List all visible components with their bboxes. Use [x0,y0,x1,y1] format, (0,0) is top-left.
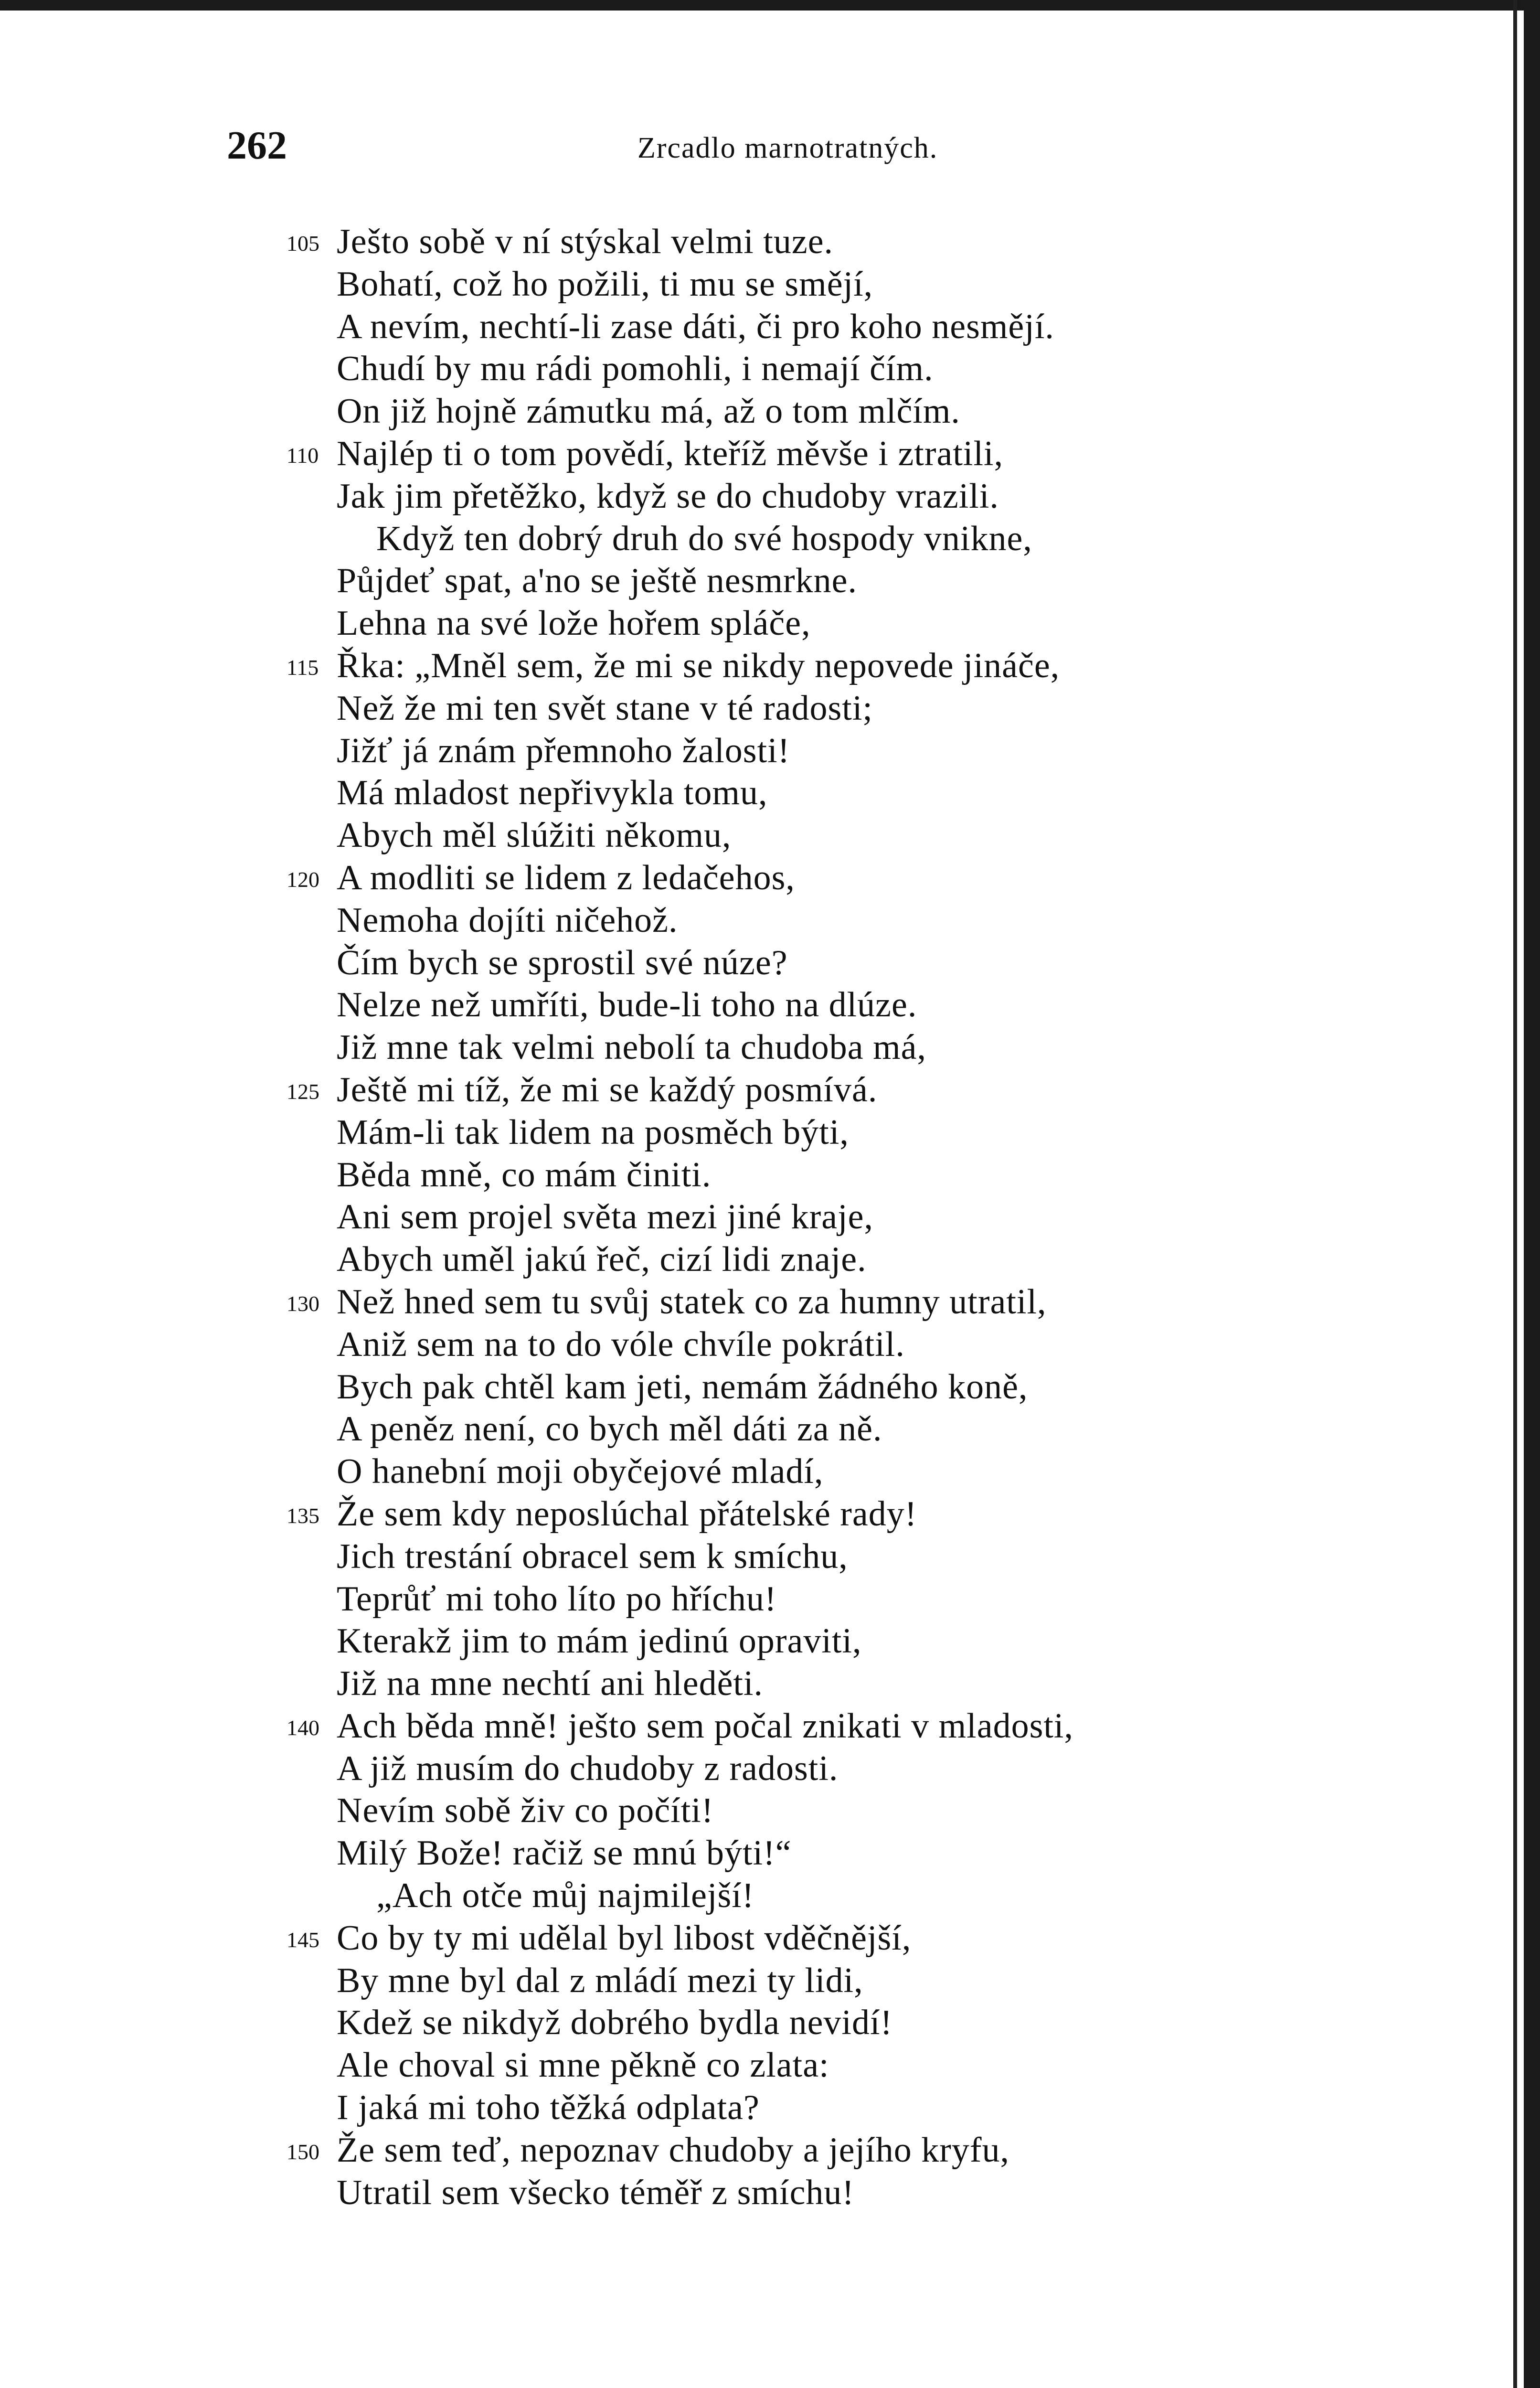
verse-line [287,2087,1337,2129]
verse-line [287,2044,1337,2087]
verse-line [287,1238,1337,1281]
verse-number: 105 [287,231,319,256]
verse-line [287,306,1337,348]
verse-line [287,348,1337,390]
verse-number: 120 [287,867,319,892]
verse-line [287,857,1337,899]
verse-line [287,772,1337,814]
verse-text: Nevím sobě živ co počíti! [337,1791,714,1831]
verse-text: Půjdeť spat, a'no se ještě nesmrkne. [337,561,857,601]
verse-line [287,1026,1337,1069]
verse-text: Co by ty mi udělal byl libost vděčnější, [337,1918,912,1958]
verse-text: By mne byl dal z mládí mezi ty lidi, [337,1961,863,2000]
verse-line [287,1535,1337,1578]
verse-text: A nevím, nechtí-li zase dáti, či pro koho nesmějí. [337,307,1054,346]
verse-text: Jak jim přetěžko, když se do chudoby vrazili. [337,476,999,516]
verse-line [287,1705,1337,1748]
verse-text: Ale choval si mne pěkně co zlata: [337,2046,829,2085]
verse-line [287,221,1337,263]
verse-number: 140 [287,1715,319,1740]
verse-text: Milý Bože! račiž se mnú býti!“ [337,1834,792,1873]
verse-line [287,899,1337,942]
verse-line [287,2172,1337,2214]
verse-text: I jaká mi toho těžká odplata? [337,2088,760,2128]
verse-line [287,1917,1337,1960]
verse-line [287,1493,1337,1535]
verse-text: Že sem teď, nepoznav chudoby a jejího kryfu, [337,2130,1010,2170]
verse-text: Že sem kdy neposlúchal přátelské rady! [337,1494,917,1534]
verse-text: Mám-li tak lidem na posměch býti, [337,1112,849,1152]
verse-text: Když ten dobrý druh do své hospody vnikne, [376,519,1032,558]
verse-line [287,1154,1337,1196]
verse-line [287,475,1337,518]
verse-text: Jižť já znám přemnoho žalosti! [337,731,790,770]
verse-text: Řka: „Mněl sem, že mi se nikdy nepovede jináče, [337,646,1060,685]
verse-line [287,942,1337,984]
verse-text: Než hned sem tu svůj statek co za humny utratil, [337,1282,1047,1322]
verse-number: 125 [287,1079,319,1104]
poem-text [287,221,1337,2214]
scan-border-right [1524,0,1540,2388]
verse-text: Teprůť mi toho líto po hříchu! [337,1579,777,1619]
verse-line [287,814,1337,857]
verse-text: Utratil sem všecko téměř z smíchu! [337,2173,855,2212]
verse-text: Ach běda mně! ješto sem počal znikati v mladosti, [337,1706,1073,1746]
verse-text: A peněz není, co bych měl dáti za ně. [337,1409,882,1449]
verse-line [287,1281,1337,1323]
verse-text: Čím bych se sprostil své núze? [337,943,788,982]
verse-line [287,1450,1337,1493]
verse-text: Abych měl slúžiti někomu, [337,816,732,855]
page-header [227,119,1325,177]
verse-text: Již na mne nechtí ani hleděti. [337,1664,764,1704]
verse-text: Lehna na své lože hořem spláče, [337,604,811,643]
verse-line [287,1663,1337,1705]
verse-line [287,1323,1337,1366]
verse-text: Než že mi ten svět stane v té radosti; [337,688,873,728]
verse-text: Bych pak chtěl kam jeti, nemám žádného koně, [337,1367,1028,1407]
verse-line [287,560,1337,602]
verse-text: A již musím do chudoby z radosti. [337,1748,839,1788]
verse-line [287,687,1337,730]
verse-text: Nelze než umříti, bude-li toho na dlúze. [337,985,917,1025]
verse-number: 115 [287,655,319,680]
verse-number: 145 [287,1927,319,1952]
verse-text: Nemoha dojíti ničehož. [337,900,678,940]
running-title: Zrcadlo marnotratných. [637,132,938,164]
verse-line [287,2002,1337,2044]
verse-text: Aniž sem na to do vóle chvíle pokrátil. [337,1324,905,1364]
verse-text: „Ach otče můj najmilejší! [376,1876,754,1916]
verse-line [287,1875,1337,1917]
verse-text: Kdež se nikdyž dobrého bydla nevidí! [337,2003,893,2043]
verse-text: A modliti se lidem z ledačehos, [337,858,795,897]
verse-line [287,1832,1337,1875]
scan-border-top [0,0,1540,11]
verse-text: Abych uměl jakú řeč, cizí lidi znaje. [337,1240,867,1279]
verse-line [287,1620,1337,1663]
verse-line [287,433,1337,475]
verse-line [287,1366,1337,1408]
verse-line [287,1790,1337,1832]
verse-line [287,2129,1337,2172]
verse-text: Ještě mi tíž, že mi se každý posmívá. [337,1070,878,1109]
verse-line [287,263,1337,306]
verse-line [287,1748,1337,1790]
verse-line [287,1578,1337,1620]
verse-line [287,1960,1337,2002]
verse-text: Ješto sobě v ní stýskal velmi tuze. [337,222,834,261]
verse-text: Jich trestání obracel sem k smíchu, [337,1536,848,1576]
verse-line [287,1196,1337,1238]
verse-line [287,602,1337,645]
verse-number: 135 [287,1503,319,1528]
verse-number: 130 [287,1291,319,1316]
page-number: 262 [227,123,287,168]
verse-line [287,984,1337,1026]
verse-line [287,730,1337,772]
verse-line [287,1111,1337,1154]
verse-text: On již hojně zámutku má, až o tom mlčím. [337,392,960,431]
verse-line [287,390,1337,433]
verse-text: Již mne tak velmi nebolí ta chudoba má, [337,1028,926,1067]
verse-text: O hanební moji obyčejové mladí, [337,1452,824,1492]
verse-text: Kterakž jim to mám jedinú opraviti, [337,1621,862,1661]
verse-line [287,645,1337,687]
verse-text: Najlép ti o tom povědí, kteříž měvše i ztratili, [337,434,1004,473]
verse-text: Bohatí, což ho požili, ti mu se smějí, [337,264,873,304]
verse-line [287,518,1337,560]
verse-text: Běda mně, co mám činiti. [337,1155,712,1194]
verse-line [287,1069,1337,1111]
verse-number: 150 [287,2139,319,2164]
verse-line [287,1408,1337,1450]
verse-text: Má mladost nepřivykla tomu, [337,773,768,813]
verse-text: Chudí by mu rádi pomohli, i nemají čím. [337,349,934,389]
verse-number: 110 [287,443,319,468]
scan-border-right-inner [1513,0,1517,2388]
verse-text: Ani sem projel světa mezi jiné kraje, [337,1197,874,1237]
